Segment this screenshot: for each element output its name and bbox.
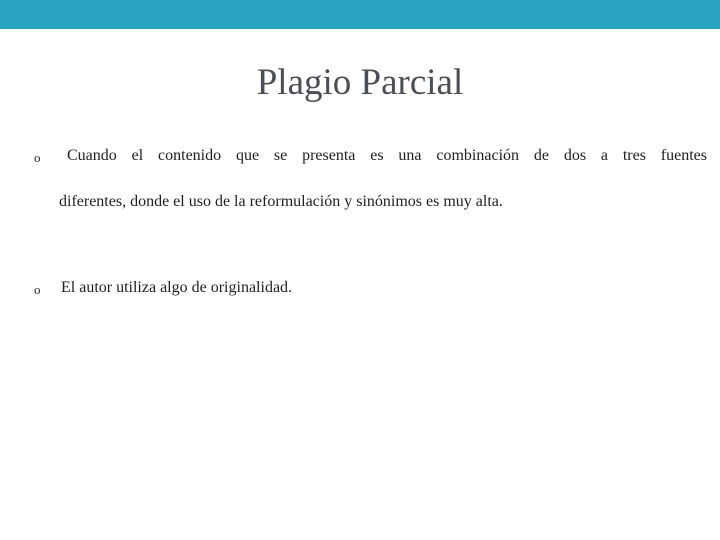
slide-title: Plagio Parcial <box>256 62 464 103</box>
header-accent-bar <box>0 0 720 29</box>
bullet-1-line-1-text: Cuando el contenido que se presenta es una combinación de dos a tres fuentes <box>67 147 708 164</box>
bullet-marker-icon: o <box>34 150 41 165</box>
bullet-1-line-1 <box>67 148 707 164</box>
bullet-marker-icon: o <box>34 282 41 297</box>
bullet-2-text: El autor utiliza algo de originalidad. <box>61 279 293 296</box>
bullet-1-line-2: diferentes, donde el uso de la reformulación y sinónimos es muy alta. <box>59 193 503 210</box>
